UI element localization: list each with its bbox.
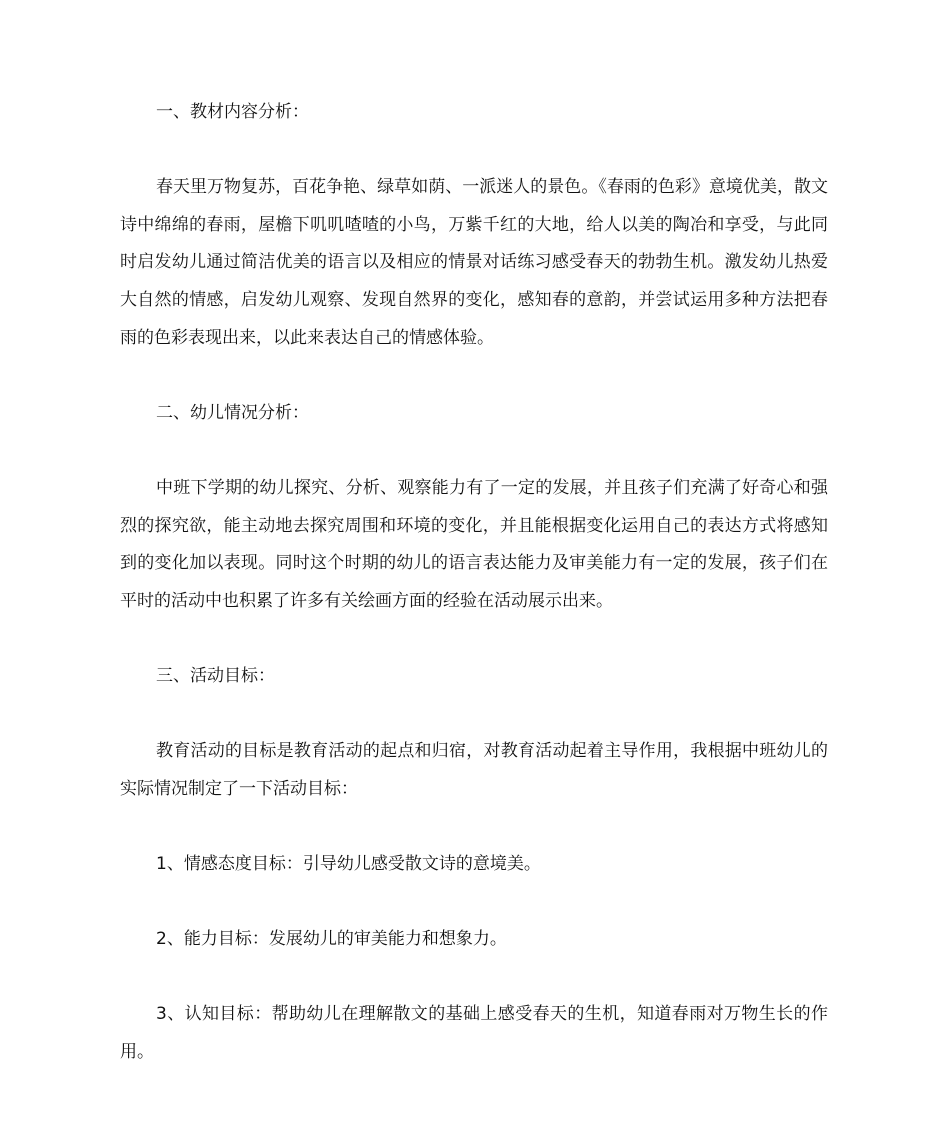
goal-item-3: 3、认知目标：帮助幼儿在理解散文的基础上感受春天的生机，知道春雨对万物生长的作用。	[120, 1004, 828, 1062]
goal-item-2: 2、能力目标：发展幼儿的审美能力和想象力。	[156, 929, 507, 950]
section-heading-3: 三、活动目标：	[156, 665, 275, 686]
section-heading-2: 二、幼儿情况分析：	[156, 402, 309, 423]
section-heading-1: 一、教材内容分析：	[156, 102, 309, 122]
section-paragraph-3: 教育活动的目标是教育活动的起点和归宿，对教育活动起着主导作用，我根据中班幼儿的实际情况制定了一下活动目标：	[120, 741, 828, 799]
section-paragraph-2: 中班下学期的幼儿探究、分析、观察能力有了一定的发展，并且孩子们充满了好奇心和强烈的探究欲，能主动地去探究周围和环境的变化，并且能根据变化运用自己的表达方式将感知到的变化加以表现。同时这个时期的幼儿的语言表达能力及审美能力有一定的发展，孩子们在平时的活动中也积累了许多有关绘画方面的经验在活动展示出来。	[120, 477, 828, 611]
goal-item-1: 1、情感态度目标：引导幼儿感受散文诗的意境美。	[156, 853, 541, 874]
section-paragraph-1: 春天里万物复苏，百花争艳、绿草如荫、一派迷人的景色。《春雨的色彩》意境优美，散文诗中绵绵的春雨，屋檐下叽叽喳喳的小鸟，万紫千红的大地，给人以美的陶冶和享受，与此同时启发幼儿通过简洁优美的语言以及相应的情景对话练习感受春天的勃勃生机。激发幼儿热爱大自然的情感，启发幼儿观察、发现自然界的变化，感知春的意韵，并尝试运用多种方法把春雨的色彩表现出来，以此来表达自己的情感体验。	[120, 177, 828, 348]
document-body	[120, 94, 828, 1071]
